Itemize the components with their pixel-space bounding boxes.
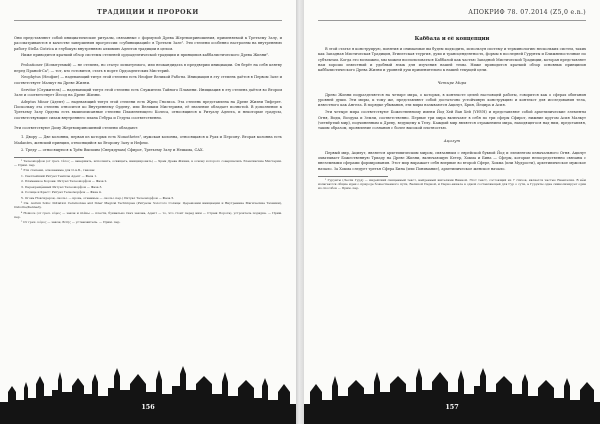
right-running-header: АПОКРИФ 78. 07.2014 (Z5,0 e.n.) — [468, 9, 586, 16]
body-paragraph: Эти четыре мира соответствуют Божественному имени Йод Хей Вав Хей (YHVH) и представляют собой архетипические элементы Огня, Воды, Воздуха и Земли, соответственно. Первые три мира включают в себя по три сферы Сфирот, нижние кругом Асия Малкут (четвёртый мир), подчиненным к Древу, ведущему к Телу. Каждый мир является отражением мира, находящегося над ним, представляя, таким образом, проявление сознания с более высокой плотностью. — [318, 110, 586, 131]
footnote-rule — [14, 157, 84, 158]
subheading: Ацилут — [443, 138, 461, 144]
footnote: 1. Светлейший Ритуал Темплы Адепт — Фаза 1. — [21, 173, 98, 178]
footnote: ⁴ Номосе (от греч. νόμος — закон и πλέκω — плести, буквально ткач закона, Адепт — то, что стоит перед ним — Страж Порога), устроитель порядка. — Прим. пер. — [14, 210, 282, 219]
book-gutter — [296, 0, 304, 424]
right-page-number: 157 — [445, 403, 459, 411]
left-header-rule — [14, 20, 282, 21]
intro-paragraph-2: Ниже приводится краткий обзор системы степеней ордоадептической традиции и принципов каббалистического Древа Жизни². — [21, 53, 269, 58]
footnote: ¹ Телеоморфон (от греч. τέλος — завершать, исполнять, освящать, инициировать) — Храм Древа Жизни, в основу которого совершались Элевсинские Мистерии. — Прим. пер. — [14, 158, 282, 167]
left-page-text — [14, 36, 282, 376]
body-paragraph: Древо Жизни подразделяется на четыре мира, о которых, в контексте целей настоящей работы, говорится как о сферах обитания уровней души. Эти миры, к тому же, представляют собой достаточно устойчивую конструкцию и контекст для исследования тела, известного как Ангела. В порядке убывания, эти миры называются Ацилут, Брия, Йецира и Асия. — [318, 92, 586, 108]
body-paragraph: В этой статье я конструирую, понятия и снимаемые вы будем подходить, используя систему и терминологию нескольких систем, таких как Западная Мистическая Традиция, Египетская теургия, духи и трансцендентность, формы в последней Гурунты и Ближневосточные по субъектам. Когда это возможно, мы можем воспользоваться Каббалой как частью Западной Мистической Традиции, которая представляет нам хорошо известный и удобный язык для изучения нашей темы. Ниже приводится краткий обзор основных принципов каббалистического Древа Жизни и уровней душ применительно к нашей текущей цели. — [318, 47, 586, 73]
grade-item: Neophytus (Неофит) — надевающий титул этой степени есть Неофит Великой Работы. Инициация в эту степень даётся в Первом Зале и соответствует Малкут на Древе Жизни. — [14, 75, 282, 85]
mid-paragraph: Эти соответствуют Дому Жертвоприношений степени обладают: — [14, 125, 139, 130]
footnote: 2. Пламенное Корона: Ритуал Телеоморфон — Фаза 2. — [21, 179, 108, 184]
city-skyline-right — [304, 362, 600, 424]
footnote: ¹ Гурунты (Лесли Гурд) — индейский священный текст, найденный жителями Винной. Этот текст, состоящий из 7 стихов, является частью Евангелия. В нём излагаются общие идеи о природе божественного пути, Великой Первой, и Перво-начале в одной составляющей для Гур о сути, а Гурунты одна символизирует один из способов — Прим. пер. — [318, 177, 586, 190]
subheading: Четыре Мира — [437, 80, 467, 86]
right-header-rule — [318, 20, 586, 21]
footnote: ² Эти степени, основанные для О.А.Б., таковы: — [21, 168, 96, 173]
grade-item: Adeptus Minor (Адепт) — надевающий титул этой степени есть Жрец Гнозиса. Эта степень представлена на Древе Жизни Тиферет. Поскольку эта степень относится ко Внутреннему Ордену, или Великим Мистериям, её значение обладает полнотой. В дополнение к Третьему Залу Ордена есть вышеописанные степени Пламенеющего Колеса, относящиеся к Ритуалу Адепта, и некоторые градусы, соответствующие силам внутреннего плана Гебура и Гедула соответственно. — [14, 99, 282, 120]
section-title: Каббала и её концепции — [414, 36, 490, 42]
grade-item: Probationer (Испытуемый) — не степень, но статус испытуемого, или неокандидата в преддверии инициации. Он берёт на себя клятву перед Праной-Са³, — тот, кто готовится, стать в порте Ордоадептских Мистерий. — [14, 63, 282, 73]
footnote: 3. Перекрещённый Ритуал Телеоморфон — Фаза 3. — [21, 184, 103, 189]
body-paragraph: Первый мир, Ацилут, является архетипическим миром, связанным с еврейской буквой Йод и элементом изначального Огня. Ацилут охватывает Божественную Триаду на Древе Жизни, включающую Кетер, Хокма и Бина — Сферы, которые непосредственно связаны с внеземными сферами формирования. Этот мир выражает себя впервые во второй Сфере, Хокма (или Мудрости), архетипическое мужское начало. За Хокма следует третья Сфера Бина (или Понимание), архетипическое женское начало. — [318, 150, 586, 171]
right-page-text — [318, 36, 586, 376]
city-skyline-left — [0, 362, 296, 424]
footnote: 5. Огонь Ноксидерон, «ноль» — кровь, огненные — «ноль» пер.) Ритуал Телеоморфон — Фаза 5. — [21, 195, 175, 200]
footnote: ³ См. Aurum Solis: Initiation Ceremonies and Inner Magical Techniques (Ритуалы Золотого Солнца: Церемонии инициации и Внутренние Магические Техники), Osborne/Kennedy. — [14, 201, 282, 210]
intro-paragraph-1: Они представляют собой инициатические ритуалы, связанные с формулой Древа Жертвоприношения, применяемой к Третьему Залу, и рассматриваются в качестве завершения прогрессии «субинициаций» в Третьем Зале¹. Эти степени особенно настроены на внутреннюю работу Stella Cistrica и глубокую внутреннюю алхимию Адептов традиции в целом. — [14, 36, 282, 51]
footnote-rule — [318, 176, 388, 177]
left-page-number: 156 — [141, 403, 155, 411]
numbered-item: 2. Треду — относящуюся к Трём Высшим (Сверхдухам) Сфирот, Третьему Залу и Нешама, САХ. — [21, 147, 204, 152]
grade-item: Servitor (Служитель) — надевающий титул этой степени есть Служитель Тайного Пламени. Инициация в эту степень даётся во Втором Зале и соответствует Йесод на Древе Жизни. — [14, 87, 282, 97]
numbered-item: 1. Двору — Две колонны, первая из которых есть Nomothetes¹, мужская колонна, относящаяся к Руах и Персону. Вторая колонна есть Madantes, женский принцип, относящийся ко Второму Залу и Нефеш. — [14, 135, 282, 145]
left-running-header: ТРАДИЦИИ И ПРОРОКИ — [97, 9, 199, 16]
right-page — [304, 0, 600, 424]
left-page — [0, 0, 296, 424]
footnote: 4. Солнце и Крест: Ритуал Телеоморфон — Фаза 4. — [21, 190, 102, 195]
footnote: ⁵ От греч. νόμος — закон, θετης — установитель. — Прим. пер. — [21, 220, 121, 225]
